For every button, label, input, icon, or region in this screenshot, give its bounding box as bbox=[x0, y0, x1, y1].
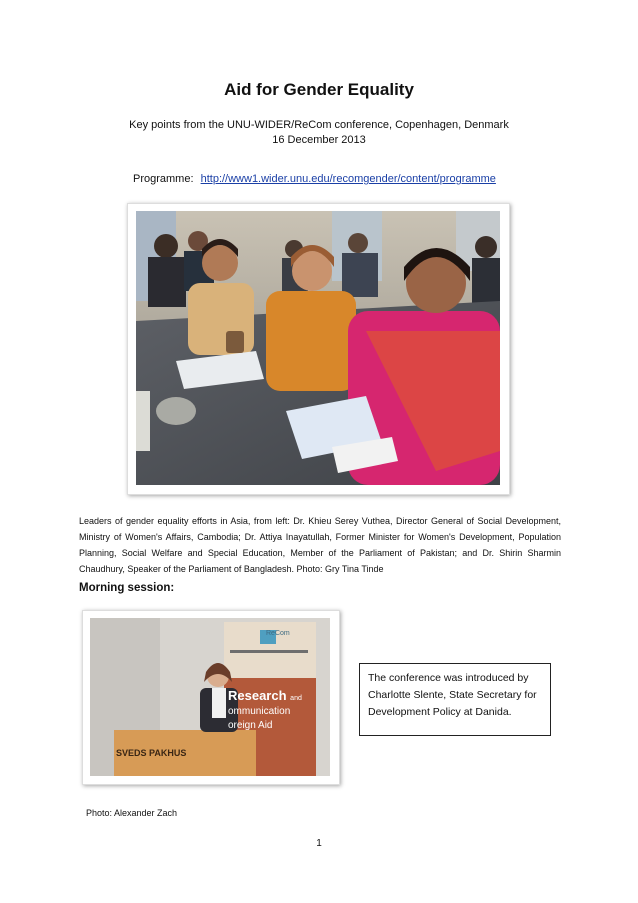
photo-speaker-podium bbox=[90, 618, 330, 776]
photo-conference-table bbox=[136, 211, 500, 485]
speaker-callout-box: The conference was introduced by Charlotte Slente, State Secretary for Development Policy at Danida. bbox=[359, 663, 551, 736]
photo-conference-caption: Leaders of gender equality efforts in Asia, from left: Dr. Khieu Serey Vuthea, Director General of Social Development, Ministry of Women's Affairs, Cambodia; Dr. Attiya Inayatullah, Former Minister for Women's Development, Population Planning, Social Welfare and Special Education, Member of the Parliament of Pakistan; and Dr. Shirin Sharmin Chaudhury, Speaker of the Parliament of Bangladesh. Photo: Gry Tina Tinde bbox=[79, 516, 561, 574]
banner-research-word: Research bbox=[228, 688, 287, 703]
programme-label: Programme: bbox=[133, 173, 194, 185]
document-subtitle: Key points from the UNU-WIDER/ReCom conference, Copenhagen, Denmark bbox=[129, 119, 509, 131]
banner-and-word: and bbox=[290, 695, 302, 702]
morning-session-heading: Morning session: bbox=[79, 582, 175, 594]
programme-link[interactable]: http://www1.wider.unu.edu/recomgender/content/programme bbox=[200, 173, 496, 185]
document-date: 16 December 2013 bbox=[272, 134, 366, 146]
banner-brand: ReCom bbox=[266, 630, 290, 637]
banner-foreign-aid: oreign Aid bbox=[228, 720, 273, 731]
programme-line bbox=[133, 173, 496, 185]
page-number: 1 bbox=[316, 838, 322, 849]
banner-communication: ommunication bbox=[228, 706, 291, 717]
podium-sign: SVEDS PAKHUS bbox=[116, 748, 187, 758]
document-title: Aid for Gender Equality bbox=[224, 80, 414, 99]
banner-research bbox=[228, 688, 302, 703]
photo-speaker-credit: Photo: Alexander Zach bbox=[86, 808, 178, 818]
